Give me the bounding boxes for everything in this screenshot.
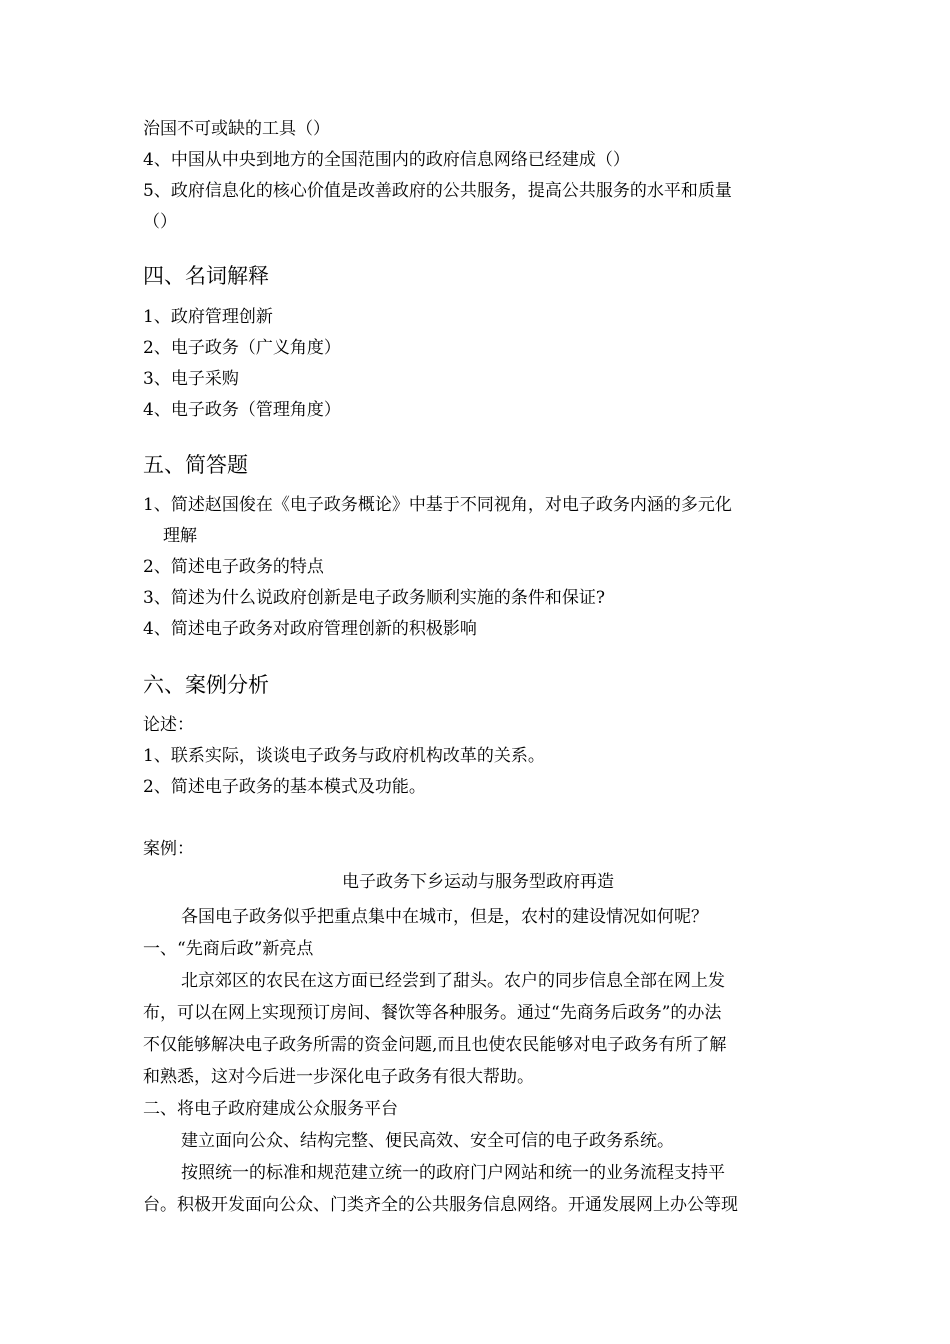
section3-item4: 4、中国从中央到地方的全国范围内的政府信息网络已经建成（） [143,150,630,170]
point1-line-4: 和熟悉，这对今后进一步深化电子政务有很大帮助。 [143,1067,534,1087]
case-title: 电子政务下乡运动与服务型政府再造 [342,872,614,892]
section5-item-3: 3、简述为什么说政府创新是电子政务顺利实施的条件和保证? [143,588,605,608]
section5-item-4: 4、简述电子政务对政府管理创新的积极影响 [143,619,477,639]
section5-item-1-cont: 理解 [163,526,197,546]
section3-item5: 5、政府信息化的核心价值是改善政府的公共服务，提高公共服务的水平和质量 [143,181,732,201]
essay-item-2: 2、简述电子政务的基本模式及功能。 [143,777,426,797]
point1-line-2: 布，可以在网上实现预订房间、餐饮等各种服务。通过“先商务后政务”的办法 [143,1003,722,1023]
section4-item-4: 4、电子政务（管理角度） [143,400,341,420]
section4-item-2: 2、电子政务（广义角度） [143,338,341,358]
section3-line1: 治国不可或缺的工具（） [143,119,330,139]
section5-item-1: 1、简述赵国俊在《电子政务概论》中基于不同视角，对电子政务内涵的多元化 [143,495,732,515]
essay-label: 论述： [143,715,194,735]
section4-item-3: 3、电子采购 [143,369,239,389]
section3-item5-cont: （） [143,212,177,232]
point1-heading: 一、“先商后政”新亮点 [143,939,314,959]
point2-heading: 二、将电子政府建成公众服务平台 [143,1099,398,1119]
section4-item-1: 1、政府管理创新 [143,307,273,327]
section5-item-2: 2、简述电子政务的特点 [143,557,324,577]
case-intro: 各国电子政务似乎把重点集中在城市，但是，农村的建设情况如何呢？ [181,907,708,927]
case-label: 案例： [143,839,194,859]
point1-line-3: 不仅能够解决电子政务所需的资金问题,而且也使农民能够对电子政务有所了解 [143,1035,727,1055]
point2-para2-line-1: 按照统一的标准和规范建立统一的政府门户网站和统一的业务流程支持平 [181,1163,725,1183]
section5-heading: 五、简答题 [143,453,248,477]
point2-para1: 建立面向公众、结构完整、便民高效、安全可信的电子政务系统。 [181,1131,674,1151]
point2-para2-line-2: 台。积极开发面向公众、门类齐全的公共服务信息网络。开通发展网上办公等现 [143,1195,738,1215]
essay-item-1: 1、联系实际，谈谈电子政务与政府机构改革的关系。 [143,746,545,766]
point1-line-1: 北京郊区的农民在这方面已经尝到了甜头。农户的同步信息全部在网上发 [181,971,725,991]
section6-heading: 六、案例分析 [143,673,269,697]
section4-heading: 四、名词解释 [143,264,269,288]
